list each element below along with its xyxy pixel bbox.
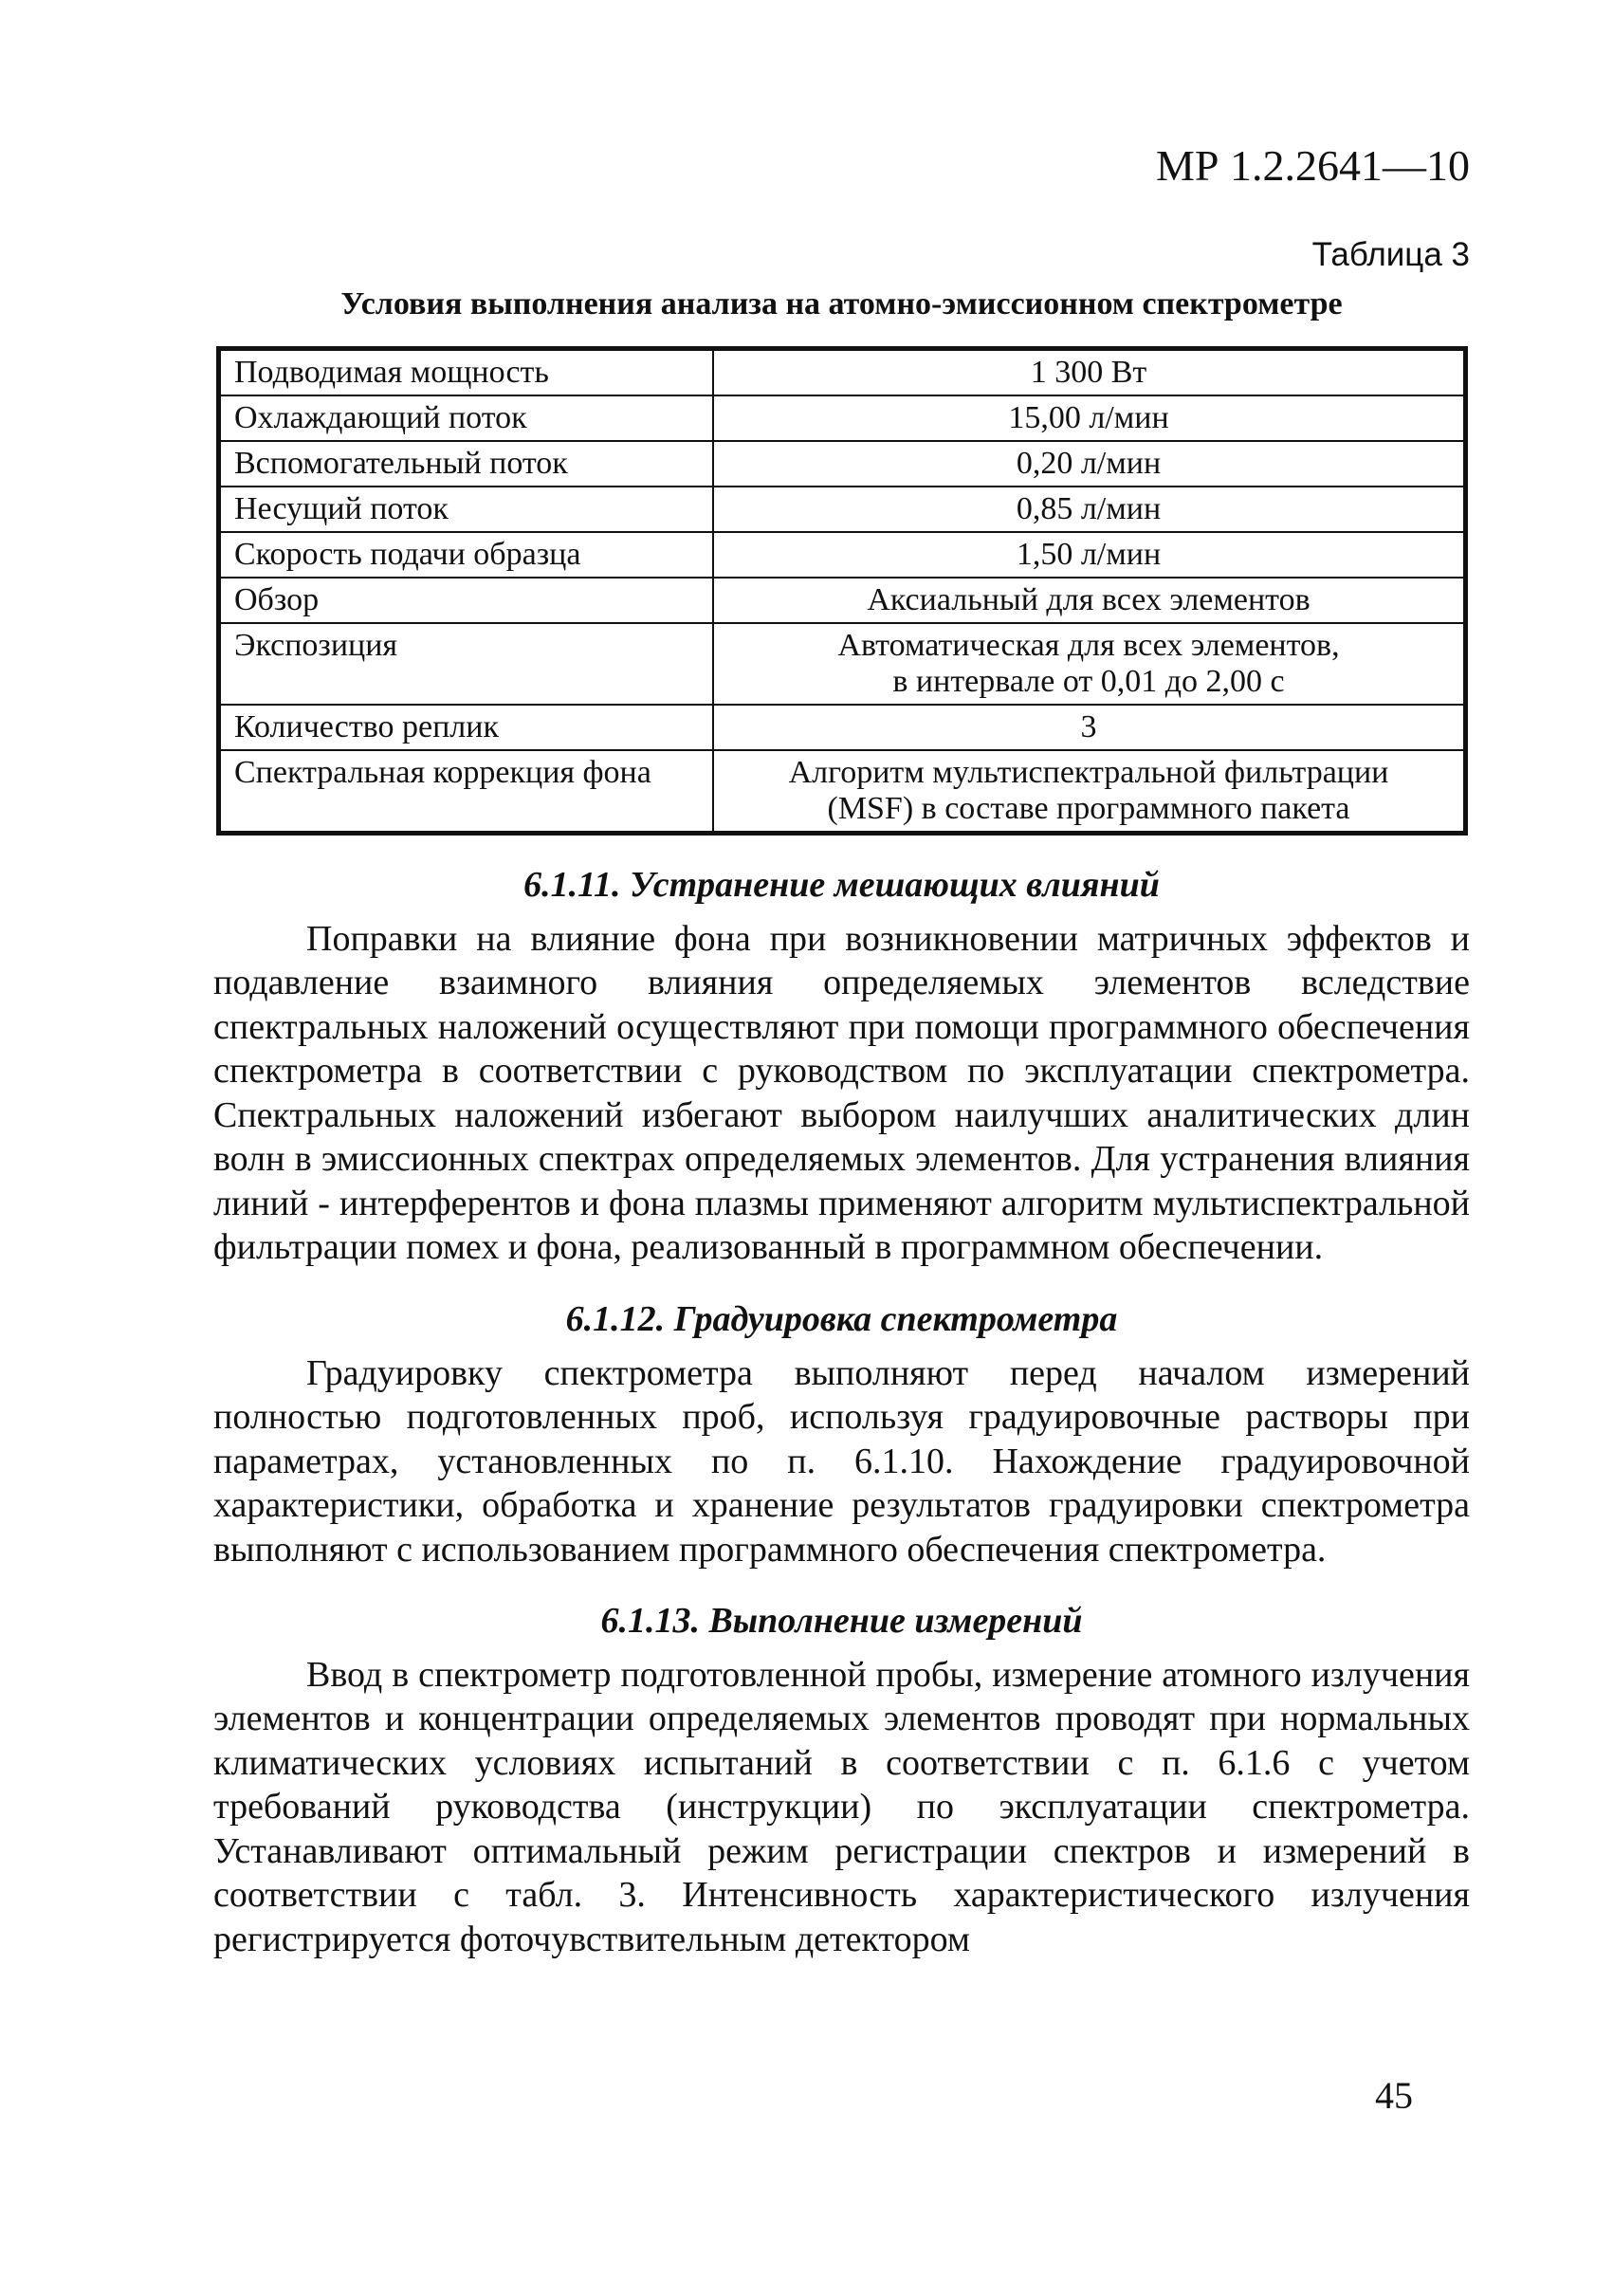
param-value-line: Алгоритм мультиспектральной фильтрации: [788, 755, 1389, 791]
table-label: Таблица 3: [1311, 236, 1470, 273]
param-name-cell: Скорость подачи образца: [219, 532, 714, 578]
param-value-cell: 3: [713, 705, 1466, 750]
param-name-cell: Спектральная коррекция фона: [219, 750, 714, 834]
document-page: [213, 142, 1470, 1961]
table-row: [219, 705, 1466, 750]
param-value-cell: 15,00 л/мин: [713, 395, 1466, 441]
param-name-cell: Количество реплик: [219, 705, 714, 750]
param-name-cell: Экспозиция: [219, 623, 714, 705]
param-value-line: Автоматическая для всех элементов,: [837, 628, 1340, 664]
section-heading: 6.1.13. Выполнение измерений: [600, 1601, 1083, 1642]
table-row: [219, 578, 1466, 623]
section-paragraph: Поправки на влияние фона при возникновении матричных эффектов и подавление взаимного влияния определяемых элементов вследствие спектральных наложений осуществляют при помощи программного обеспечения спектрометра в соответствии с руководством по эксплуатации спектрометра. Спектральных наложений избегают выбором наилучших аналитических длин волн в эмиссионных спектрах определяемых элементов. Для устранения влияния линий - интерферентов и фона плазмы применяют алгоритм мультиспектральной фильтрации помех и фона, реализованный в программном обеспечении.: [213, 918, 1470, 1268]
table-row: [219, 441, 1466, 487]
param-value-cell: [713, 623, 1466, 705]
param-value-line: (MSF) в составе программного пакета: [827, 791, 1350, 827]
table-title: Условия выполнения анализа на атомно-эмиссионном спектрометре: [340, 286, 1343, 321]
table-row: [219, 623, 1466, 705]
param-value-cell: 1 300 Вт: [713, 349, 1466, 396]
table-row: [219, 349, 1466, 396]
param-name-cell: Охлаждающий поток: [219, 395, 714, 441]
section-heading: 6.1.12. Градуировка спектрометра: [565, 1298, 1118, 1339]
param-name-cell: Подводимая мощность: [219, 349, 714, 396]
section-paragraph: Градуировку спектрометра выполняют перед началом измерений полностью подготовленных проб, используя градуировочные растворы при параметрах, установленных по п. 6.1.10. Нахождение градуировочной характеристики, обработка и хранение результатов градуировки спектрометра выполняют с использованием программного обеспечения спектрометра.: [213, 1352, 1470, 1570]
page-number: 45: [1375, 2074, 1413, 2117]
param-name-cell: Обзор: [219, 578, 714, 623]
param-value-cell: Аксиальный для всех элементов: [713, 578, 1466, 623]
param-value-cell: 0,20 л/мин: [713, 441, 1466, 487]
table-row: [219, 532, 1466, 578]
table-row: [219, 750, 1466, 834]
section-paragraph: Ввод в спектрометр подготовленной пробы, измерение атомного излучения элементов и концентрации определяемых элементов проводят при нормальных климатических условиях испытаний в соответствии с п. 6.1.6 с учетом требований руководства (инструкции) по эксплуатации спектрометра. Устанавливают оптимальный режим регистрации спектров и измерений в соответствии с табл. 3. Интенсивность характеристического излучения регистрируется фоточувствительным детектором: [213, 1654, 1470, 1959]
param-name-cell: Вспомогательный поток: [219, 441, 714, 487]
analysis-conditions-table: [216, 346, 1468, 836]
section-heading: 6.1.11. Устранение мешающих влияний: [523, 865, 1160, 906]
document-code: МР 1.2.2641—10: [1156, 141, 1470, 190]
table-row: [219, 395, 1466, 441]
param-value-line: в интервале от 0,01 до 2,00 с: [892, 664, 1285, 700]
param-value-cell: [713, 750, 1466, 834]
param-value-cell: 0,85 л/мин: [713, 487, 1466, 532]
table-row: [219, 487, 1466, 532]
param-value-cell: 1,50 л/мин: [713, 532, 1466, 578]
param-name-cell: Несущий поток: [219, 487, 714, 532]
